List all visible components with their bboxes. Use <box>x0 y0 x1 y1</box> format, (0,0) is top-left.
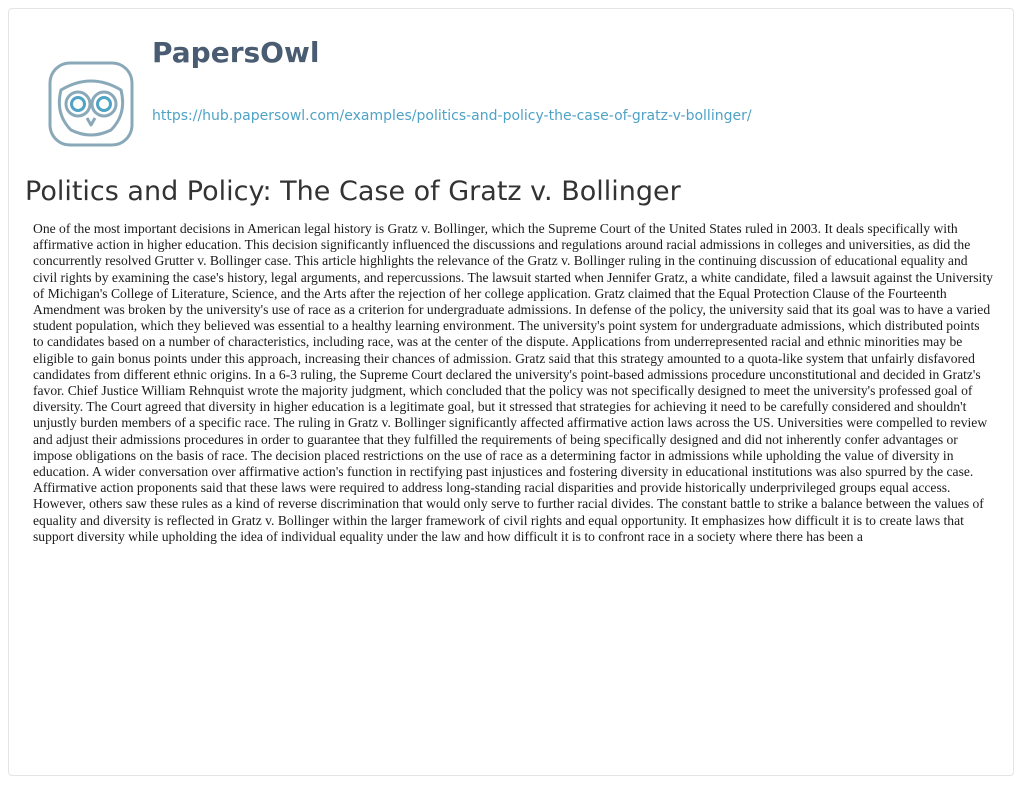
owl-logo-icon[interactable] <box>47 60 135 148</box>
brand-name[interactable]: PapersOwl <box>152 36 320 69</box>
header <box>47 36 987 136</box>
document-title: Politics and Policy: The Case of Gratz v. Bollinger <box>25 176 681 207</box>
document-body: One of the most important decisions in American legal history is Gratz v. Bollinger, which the Supreme Court of the United States ruled in 2003. It deals specifically with affirmative action in higher education. This decision significantly influenced the discussions and regulations around racial admissions in colleges and universities, as did the concurrently resolved Grutter v. Bollinger case. This article highlights the relevance of the Gratz v. Bollinger ruling in the continuing discussion of educational equality and civil rights by examining the case's history, legal arguments, and repercussions. The lawsuit started when Jennifer Gratz, a white candidate, filed a lawsuit against the University of Michigan's College of Literature, Science, and the Arts after the rejection of her college application. Gratz claimed that the Equal Protection Clause of the Fourteenth Amendment was broken by the university's use of race as a criterion for undergraduate admissions. In defense of the policy, the university said that its goal was to have a varied student population, which they believed was essential to a healthy learning environment. The university's point system for undergraduate admissions, which distributed points to candidates based on a number of characteristics, including race, was at the center of the dispute. Applications from underrepresented racial and ethnic minorities may be eligible to gain bonus points under this approach, increasing their chances of admission. Gratz said that this strategy amounted to a quota-like system that unfairly disfavored candidates from different ethnic origins. In a 6-3 ruling, the Supreme Court declared the university's point-based admissions procedure unconstitutional and decided in Gratz's favor. Chief Justice William Rehnquist wrote the majority judgment, which concluded that the policy was not specifically designed to meet the university's professed goal of diversity. The Court agreed that diversity in higher education is a legitimate goal, but it stressed that strategies for achieving it need to be carefully considered and shouldn't unjustly burden members of a specific race. The ruling in Gratz v. Bollinger significantly affected affirmative action laws across the US. Universities were compelled to review and adjust their admissions procedures in order to guarantee that they fulfilled the requirements of being specifically designed and did not inherently confer advantages or impose obligations on the basis of race. The decision placed restrictions on the use of race as a determining factor in admissions while upholding the value of diversity in education. A wider conversation over affirmative action's function in rectifying past injustices and fostering diversity in educational institutions was also spurred by the case. Affirmative action proponents said that these laws were required to address long-standing racial disparities and provide historically underprivileged groups equal access. However, others saw these rules as a kind of reverse discrimination that would only serve to further racial divides. The constant battle to strike a balance between the values of equality and diversity is reflected in Gratz v. Bollinger within the larger framework of civil rights and equal opportunity. It emphasizes how difficult it is to create laws that support diversity while upholding the idea of individual equality under the law and how difficult it is to confront race in a society where there has been a <box>33 221 993 544</box>
source-url-link[interactable]: https://hub.papersowl.com/examples/politics-and-policy-the-case-of-gratz-v-bollinger/ <box>152 108 752 124</box>
